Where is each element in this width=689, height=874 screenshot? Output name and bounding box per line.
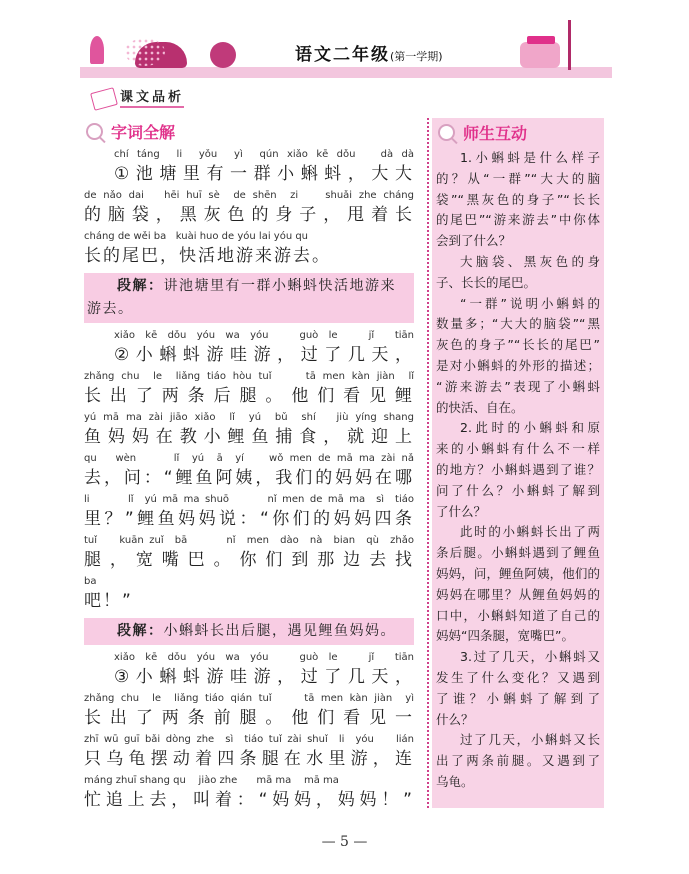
hanzi-line: 的脑袋，黑灰色的身子，甩着长 xyxy=(84,205,414,225)
pinyin-line: li lǐ yú mā ma shuō nǐ men de mā ma sì tiáo xyxy=(84,494,414,505)
qa-line: “一群”说明小蝌蚪的 xyxy=(460,295,600,311)
hanzi-line: ③小蝌蚪游哇游，过了几天， xyxy=(114,667,414,687)
qa-line: 2.此时的小蝌蚪和原 xyxy=(460,420,600,436)
left-heading xyxy=(86,120,175,143)
qa-line: 1.小蝌蚪是什么样子 xyxy=(460,150,600,165)
decor-dots-icon xyxy=(125,38,165,66)
teacher-student-panel xyxy=(432,118,604,808)
qa-line: 袋”“黑灰色的身子”“长长 xyxy=(436,191,600,207)
qa-line: 来的小蝌蚪有什么不一样 xyxy=(436,441,600,457)
right-heading-text: 师生互动 xyxy=(463,124,528,143)
pinyin-line: xiǎo kē dǒu yóu wa yóu guò le jǐ tiān xyxy=(114,652,414,663)
pinyin-line: qu wèn lǐ yú ā yí wǒ men de mā ma zài nǎ xyxy=(84,453,414,464)
hanzi-line: 里？”鲤鱼妈妈说：“你们的妈妈四条 xyxy=(84,509,414,529)
magnifier-icon xyxy=(86,123,103,140)
qa-line: 灰色的身子”“长长的尾巴” xyxy=(436,337,600,353)
qa-line: 的地方？小蝌蚪遇到了谁？ xyxy=(436,461,600,477)
qa-line: 的？从“一群”“大大的脑 xyxy=(436,170,600,186)
qa-line: 大脑袋、黑灰色的身 xyxy=(460,253,600,269)
decor-tree-icon xyxy=(568,20,571,70)
qa-line: 是对小蝌蚪的外形的描述； xyxy=(436,357,600,373)
qa-line: 的尾巴”“游来游去”中你体 xyxy=(436,212,600,228)
qa-line: 此时的小蝌蚪长出了两 xyxy=(460,524,600,540)
qa-line: 3.过了几天，小蝌蚪又 xyxy=(460,649,600,665)
pinyin-line: zhī wū guī bǎi dòng zhe sì tiáo tuǐ zài shuǐ li yóu lián xyxy=(84,734,414,745)
pinyin-line: xiǎo kē dǒu yóu wa yóu guò le jǐ tiān xyxy=(114,330,414,341)
qa-line: “游来游去”表现了小蝌蚪 xyxy=(436,378,600,394)
qa-line: 什么？ xyxy=(436,711,474,727)
section-label-text: 课文品析 xyxy=(120,86,184,108)
pinyin-line: ba xyxy=(84,576,97,587)
section-label xyxy=(92,86,184,108)
qa-line: 子、长长的尾巴。 xyxy=(436,274,537,290)
qa-line: 条后腿。小蝌蚪遇到了鲤鱼 xyxy=(436,545,600,561)
summary-label: 段解： xyxy=(117,278,164,294)
column-divider xyxy=(427,118,429,808)
decor-plant-icon xyxy=(210,42,236,68)
page-header-banner xyxy=(80,22,612,78)
qa-line: 的快活、自在。 xyxy=(436,399,524,415)
qa-line: 口中，小蝌蚪知道了自己的 xyxy=(436,607,600,623)
pinyin-line: tuǐ kuān zuǐ bā nǐ men dào nà bian qù zhǎo xyxy=(84,535,414,546)
left-heading-text: 字词全解 xyxy=(111,123,176,142)
hanzi-line: 腿，宽嘴巴。你们到那边去找 xyxy=(84,550,414,570)
qa-line: 妈妈，问，鲤鱼阿姨，他们的 xyxy=(436,565,600,581)
qa-line: 妈妈“四条腿，宽嘴巴”。 xyxy=(436,628,574,644)
pinyin-line: máng zhuī shang qu jiào zhe mā ma mā ma xyxy=(84,775,339,786)
hanzi-line: ①池塘里有一群小蝌蚪，大大 xyxy=(114,164,414,184)
qa-line: 问了什么？小蝌蚪了解到 xyxy=(436,482,600,498)
paragraph-summary-box xyxy=(84,618,414,645)
hanzi-line: 长的尾巴，快活地游来游去。 xyxy=(84,246,331,266)
hanzi-line: 长出了两条前腿。他们看见一 xyxy=(84,708,414,728)
lesson-text xyxy=(84,148,414,815)
pinyin-line: chí táng li yǒu yì qún xiǎo kē dǒu dà dà xyxy=(114,149,414,160)
header-title: 语文二年级(第一学期) xyxy=(295,45,443,65)
decor-house-icon xyxy=(520,42,560,68)
qa-line: 出了两条前腿。又遇到了 xyxy=(436,753,600,769)
hanzi-line: 鱼妈妈在教小鲤鱼捕食，就迎上 xyxy=(84,427,414,447)
qa-line: 过了几天，小蝌蚪又长 xyxy=(460,732,600,748)
page-number: — 5 — xyxy=(321,834,368,850)
pinyin-line: zhǎng chu le liǎng tiáo hòu tuǐ tā men kàn jiàn lǐ xyxy=(84,371,414,382)
pinyin-line: zhǎng chu le liǎng tiáo qián tuǐ tā men kàn jiàn yì xyxy=(84,693,414,704)
decor-roof-icon xyxy=(527,36,555,44)
pinyin-line: de nǎo dai hēi huī sè de shēn zi shuǎi zhe cháng xyxy=(84,190,414,201)
qa-text xyxy=(436,148,600,793)
summary-text: 小蝌蚪长出后腿，遇见鲤鱼妈妈。 xyxy=(163,623,396,639)
hanzi-line: 去，问：“鲤鱼阿姨，我们的妈妈在哪 xyxy=(84,468,414,488)
decor-flower-icon xyxy=(90,36,104,64)
header-band xyxy=(80,67,612,78)
hanzi-line: ②小蝌蚪游哇游，过了几天， xyxy=(114,345,414,365)
qa-line: 会到了什么？ xyxy=(436,233,512,249)
summary-text: 讲池塘里有一群小蝌蚪快活地游来游去。 xyxy=(87,278,396,317)
hanzi-line: 长出了两条后腿。他们看见鲤 xyxy=(84,386,414,406)
qa-line: 发生了什么变化？又遇到 xyxy=(436,669,600,685)
qa-line: 数量多；“大大的脑袋”“黑 xyxy=(436,316,600,332)
magnifier-icon xyxy=(438,124,455,141)
summary-label: 段解： xyxy=(117,623,164,639)
right-heading xyxy=(438,121,527,144)
qa-line: 了什么？ xyxy=(436,503,487,519)
qa-line: 妈妈在哪里？从鲤鱼妈妈的 xyxy=(436,586,600,602)
pinyin-line: yú mā ma zài jiāo xiǎo lǐ yú bǔ shí jiù yíng shang xyxy=(84,412,414,423)
hanzi-line: 只乌龟摆动着四条腿在水里游，连 xyxy=(84,749,414,769)
paragraph-summary-box xyxy=(84,273,414,323)
pinyin-line: cháng de wěi ba kuài huo de yóu lai yóu qu xyxy=(84,231,309,242)
qa-line: 乌龟。 xyxy=(436,773,474,789)
qa-line: 了谁？小蝌蚪了解到了 xyxy=(436,690,600,706)
book-icon xyxy=(90,87,118,111)
hanzi-line: 吧！” xyxy=(84,591,133,611)
hanzi-line: 忙追上去，叫着：“妈妈，妈妈！” xyxy=(84,790,414,810)
